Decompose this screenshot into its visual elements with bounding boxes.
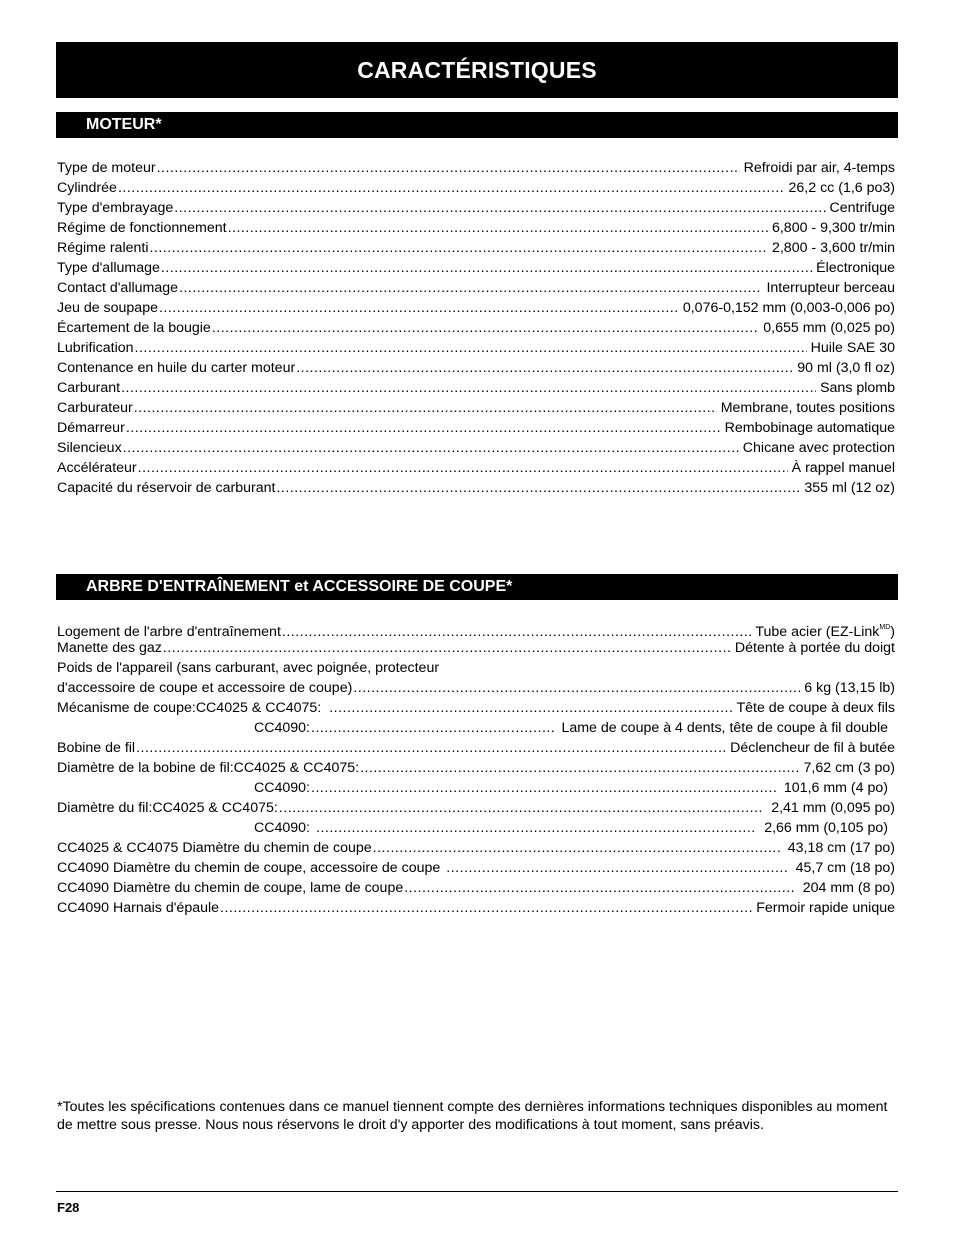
spec-value: 90 ml (3,0 fl oz) [797, 360, 895, 376]
spec-row [57, 158, 895, 178]
spec-value: À rappel manuel [791, 460, 895, 476]
dot-leader [126, 418, 721, 438]
spec-row [57, 198, 895, 218]
drive-spec-list [57, 618, 895, 918]
spec-value: Lame de coupe à 4 dents, tête de coupe à fil double [561, 720, 888, 736]
spec-value: 6 kg (13,15 lb) [804, 680, 895, 696]
spec-value: 45,7 cm (18 po) [795, 860, 895, 876]
dot-leader [149, 238, 767, 258]
dot-leader [123, 438, 739, 458]
model-label: CC4025 & CC4075: [195, 700, 322, 716]
spec-row [57, 418, 895, 438]
dot-leader [311, 718, 555, 738]
spec-label: Démarreur [57, 420, 125, 436]
dot-leader [446, 858, 787, 878]
spec-label: Carburant [57, 380, 121, 396]
spec-label: CC4090 Diamètre du chemin de coupe, accessoire de coupe [57, 860, 441, 876]
dot-leader [159, 298, 679, 318]
spec-row [57, 758, 895, 778]
spec-label: Régime de fonctionnement [57, 220, 227, 236]
dot-leader [311, 778, 776, 798]
section-title-drive: ARBRE D'ENTRAÎNEMENT et ACCESSOIRE DE COUPE* [86, 578, 513, 595]
spec-value: 2,66 mm (0,105 po) [764, 820, 888, 836]
model-label: CC4025 & CC4075: [152, 800, 278, 816]
section-title-engine: MOTEUR* [86, 116, 162, 133]
spec-label: Diamètre du fil: [57, 800, 153, 816]
spec-value: Centrifuge [829, 200, 895, 216]
spec-value: 6,800 - 9,300 tr/min [771, 220, 895, 236]
spec-row [57, 698, 895, 718]
spec-label: Régime ralenti [57, 240, 149, 256]
dot-leader [316, 818, 756, 838]
model-label: CC4090: [254, 720, 310, 736]
page-number: F28 [57, 1200, 80, 1215]
spec-value: Déclencheur de fil à butée [730, 740, 895, 756]
dot-leader [404, 878, 795, 898]
spec-label: Manette des gaz [57, 640, 162, 656]
spec-row [57, 778, 895, 798]
section-header-drive [56, 574, 898, 600]
dot-leader [138, 458, 788, 478]
spec-label-line [57, 658, 895, 678]
spec-label: Carburateur [57, 400, 133, 416]
spec-row [57, 458, 895, 478]
spec-row [57, 798, 895, 818]
spec-value: 204 mm (8 po) [802, 880, 895, 896]
spec-value: Fermoir rapide unique [756, 900, 895, 916]
section-header-engine [56, 112, 898, 138]
footer-divider [56, 1191, 898, 1192]
dot-leader [121, 378, 816, 398]
spec-value: 0,076-0,152 mm (0,003-0,006 po) [682, 300, 895, 316]
dot-leader [373, 838, 780, 858]
dot-leader [179, 278, 762, 298]
model-label: CC4025 & CC4075: [233, 760, 360, 776]
spec-row [57, 818, 895, 838]
spec-row [57, 878, 895, 898]
spec-value: Sans plomb [820, 380, 895, 396]
dot-leader [329, 698, 732, 718]
spec-value: 7,62 cm (3 po) [803, 760, 895, 776]
spec-row [57, 278, 895, 298]
dot-leader [276, 478, 800, 498]
spec-row [57, 378, 895, 398]
dot-leader [228, 218, 768, 238]
spec-row [57, 838, 895, 858]
spec-value: Huile SAE 30 [810, 340, 895, 356]
spec-row [57, 398, 895, 418]
dot-leader [163, 638, 731, 658]
spec-label: Silencieux [57, 440, 122, 456]
spec-value: Refroidi par air, 4-temps [743, 160, 895, 176]
spec-label: Capacité du réservoir de carburant [57, 480, 276, 496]
spec-row [57, 618, 895, 638]
spec-label: Contenance en huile du carter moteur [57, 360, 296, 376]
spec-row [57, 298, 895, 318]
spec-value: Électronique [816, 260, 895, 276]
dot-leader [279, 798, 763, 818]
spec-row [57, 678, 895, 698]
spec-row [57, 898, 895, 918]
spec-label: Bobine de fil [57, 740, 136, 756]
spec-row [57, 178, 895, 198]
dot-leader [353, 678, 800, 698]
spec-label: Lubrification [57, 340, 134, 356]
spec-label: Cylindrée [57, 180, 117, 196]
spec-label: CC4090 Harnais d'épaule [57, 900, 220, 916]
dot-leader [161, 258, 812, 278]
spec-label: Type d'embrayage [57, 200, 174, 216]
spec-label: CC4090 Diamètre du chemin de coupe, lame de coupe [57, 880, 404, 896]
spec-label: Contact d'allumage [57, 280, 179, 296]
spec-label: Jeu de soupape [57, 300, 158, 316]
dot-leader [212, 318, 759, 338]
spec-value: Membrane, toutes positions [720, 400, 895, 416]
spec-value: Détente à portée du doigt [734, 640, 895, 656]
spec-label: Logement de l'arbre d'entraînement [57, 624, 281, 640]
spec-row [57, 238, 895, 258]
spec-value: 43,18 cm (17 po) [787, 840, 895, 856]
spec-row [57, 638, 895, 658]
dot-leader [136, 738, 726, 758]
dot-leader [118, 178, 785, 198]
dot-leader [360, 758, 799, 778]
spec-value: 2,800 - 3,600 tr/min [771, 240, 895, 256]
spec-label: Poids de l'appareil (sans carburant, avec poignée, protecteur [57, 660, 440, 676]
dot-leader [174, 198, 825, 218]
spec-value: 101,6 mm (4 po) [783, 780, 888, 796]
dot-leader [296, 358, 793, 378]
page-title-bar [56, 42, 898, 98]
footnote: *Toutes les spécifications contenues dans ce manuel tiennent compte des dernières informations techniques disponibles au moment de mettre sous presse. Nous nous réservons le droit d'y apporter des modifications à tout moment, sans préavis. [57, 1099, 888, 1133]
model-label: CC4090: [254, 820, 310, 836]
dot-leader [157, 158, 740, 178]
spec-value: Interrupteur berceau [766, 280, 895, 296]
dot-leader [220, 898, 752, 918]
model-label: CC4090: [254, 780, 310, 796]
spec-value: 355 ml (12 oz) [804, 480, 895, 496]
spec-label: Diamètre de la bobine de fil: [57, 760, 234, 776]
spec-row [57, 438, 895, 458]
engine-spec-list [57, 158, 895, 498]
dot-leader [135, 338, 807, 358]
spec-label: d'accessoire de coupe et accessoire de coupe) [57, 680, 353, 696]
spec-value: Rembobinage automatique [724, 420, 895, 436]
spec-label: Écartement de la bougie [57, 320, 211, 336]
spec-row [57, 478, 895, 498]
spec-label: Type d'allumage [57, 260, 160, 276]
spec-label: Type de moteur [57, 160, 156, 176]
spec-row [57, 738, 895, 758]
spec-row [57, 338, 895, 358]
spec-row [57, 358, 895, 378]
spec-value: Tête de coupe à deux fils [736, 700, 895, 716]
spec-value: 0,655 mm (0,025 po) [763, 320, 895, 336]
spec-row [57, 258, 895, 278]
spec-label: CC4025 & CC4075 Diamètre du chemin de coupe [57, 840, 372, 856]
spec-label: Mécanisme de coupe: [57, 700, 196, 716]
spec-row [57, 218, 895, 238]
dot-leader [134, 398, 717, 418]
page-title: CARACTÉRISTIQUES [357, 56, 597, 83]
spec-value: Chicane avec protection [742, 440, 895, 456]
spec-label: Accélérateur [57, 460, 137, 476]
spec-row [57, 318, 895, 338]
spec-row [57, 858, 895, 878]
spec-value: 2,41 mm (0,095 po) [771, 800, 895, 816]
spec-value: 26,2 cc (1,6 po3) [788, 180, 895, 196]
spec-value: Tube acier (EZ-Link$^{MD}$) [755, 624, 895, 640]
spec-row [57, 718, 895, 738]
